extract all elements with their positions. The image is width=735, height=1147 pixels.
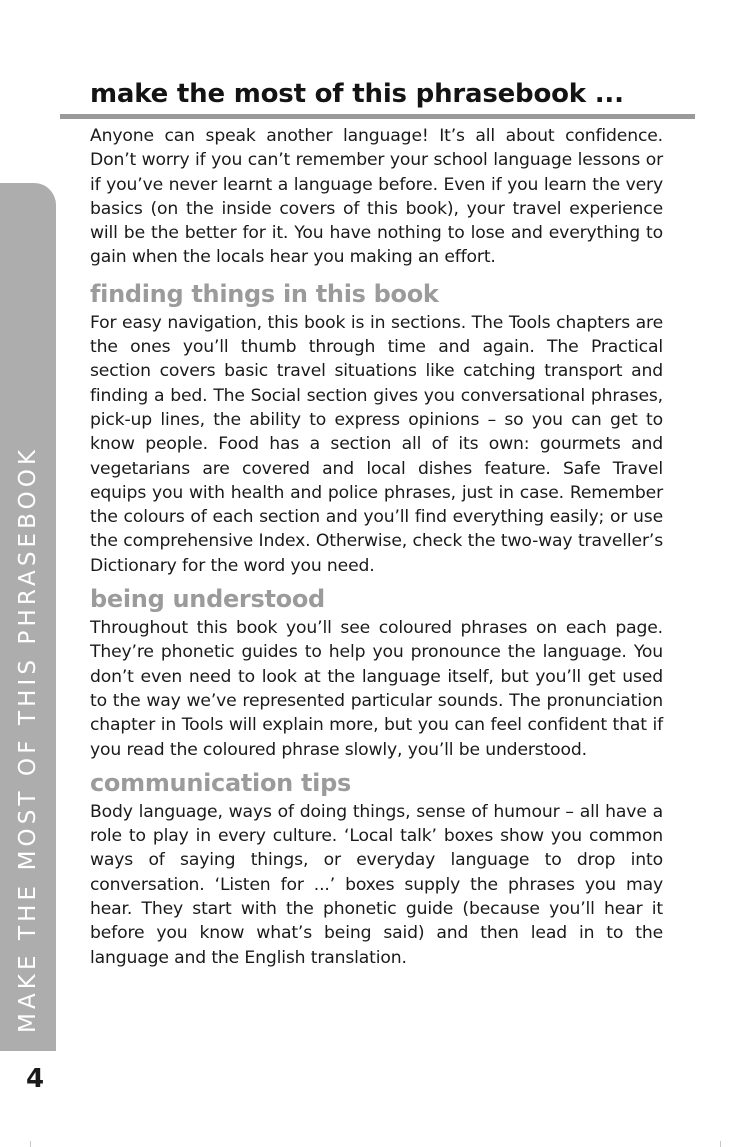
- heading-being-understood: being understood: [90, 585, 325, 614]
- page-content: [90, 124, 663, 970]
- title-underline: [60, 114, 695, 119]
- being-understood-paragraph: Throughout this book you’ll see coloured phrases on each page. They’re phonetic guides to help you pronounce the language. You don’t even need to look at the language itself, but you’ll get used to the way we’ve represented particular sounds. The pronunciation chapter in Tools will explain more, but you can feel confident that if you read the coloured phrase slowly, you’ll be understood.: [90, 618, 663, 760]
- finding-things-paragraph: For easy navigation, this book is in sections. The Tools chapters are the ones you’ll thumb through time and again. The Practical section covers basic travel situations like catching transport and finding a bed. The Social section gives you conversational phrases, pick-up lines, the ability to express opinions – so you can get to know people. Food has a section all of its own: gourmets and vegetarians are covered and local dishes feature. Safe Travel equips you with health and police phrases, just in case. Remember the colours of each section and you’ll find everything easily; or use the comprehensive Index. Otherwise, check the two-way traveller’s Dictionary for the word you need.: [90, 312, 663, 576]
- page-title: make the most of this phrasebook ...: [90, 79, 624, 109]
- communication-tips-paragraph: Body language, ways of doing things, sense of humour – all have a role to play in every culture. ‘Local talk’ boxes show you common ways of saying things, or everyday language to drop into conversation. ‘Listen for ...’ boxes supply the phrases you may hear. They start with the phonetic guide (because you’ll hear it before you know what’s being said) and then lead in to the language and the English translation.: [90, 801, 663, 968]
- side-tab-label: MAKE THE MOST OF THIS PHRASEBOOK: [15, 445, 41, 1033]
- intro-paragraph: Anyone can speak another language! It’s all about confidence. Don’t worry if you can’t remember your school language lessons or if you’ve never learnt a language before. Even if you learn the very basics (on the inside covers of this book), your travel experience will be the better for it. You have nothing to lose and everything to gain when the locals hear you making an effort.: [90, 126, 663, 268]
- crop-mark-right: [720, 1141, 721, 1147]
- heading-finding-things: finding things in this book: [90, 279, 439, 308]
- page-number: 4: [26, 1064, 45, 1094]
- crop-mark-left: [30, 1141, 31, 1147]
- heading-communication-tips: communication tips: [90, 768, 351, 797]
